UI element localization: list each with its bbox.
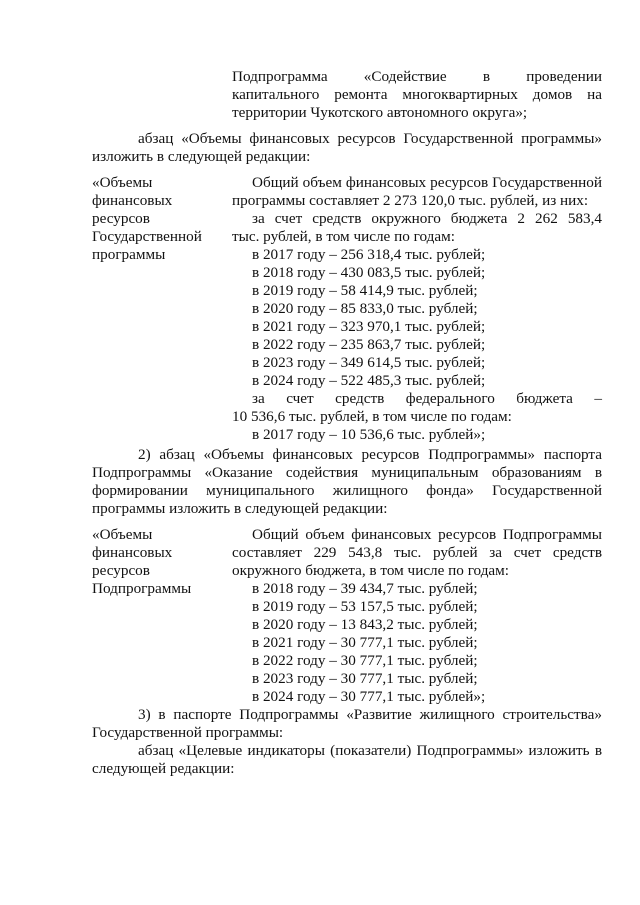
content-line: за счет средств окружного бюджета 2 262 583,4 [252, 210, 602, 227]
subprogram-intro [232, 68, 602, 122]
label-line: программы [92, 246, 166, 263]
content-line: в 2018 году – 430 083,5 тыс. рублей; [252, 264, 486, 281]
paragraph-3 [92, 706, 602, 778]
content-line: 10 536,6 тыс. рублей, в том числе по годам: [232, 408, 512, 425]
paragraph-3-line-4: следующей редакции: [92, 760, 235, 777]
content-line: Общий объем финансовых ресурсов Подпрограммы [252, 526, 602, 543]
content-line: Общий объем финансовых ресурсов Государственной [252, 174, 602, 191]
label-line: финансовых [92, 544, 173, 561]
paragraph-2-line-2: Подпрограммы «Оказание содействия муниципальным образованиям в [92, 464, 602, 481]
content-line: в 2020 году – 85 833,0 тыс. рублей; [252, 300, 478, 317]
paragraph-2-line-1: 2) абзац «Объемы финансовых ресурсов Подпрограммы» паспорта [138, 446, 602, 463]
label-line: Государственной [92, 228, 202, 245]
paragraph-3-line-2: Государственной программы: [92, 724, 284, 741]
intro-line-1: Подпрограмма «Содействие в проведении [232, 68, 602, 85]
content-line: в 2020 году – 13 843,2 тыс. рублей; [252, 616, 478, 633]
content-line: программы составляет 2 273 120,0 тыс. рублей, из них: [232, 192, 589, 209]
paragraph-3-line-1: 3) в паспорте Подпрограммы «Развитие жилищного строительства» [138, 706, 602, 723]
paragraph-2 [92, 446, 602, 518]
label-line: ресурсов [92, 210, 150, 227]
label-line: «Объемы [92, 174, 153, 191]
content-line: в 2024 году – 30 777,1 тыс. рублей»; [252, 688, 486, 705]
content-line: в 2021 году – 323 970,1 тыс. рублей; [252, 318, 486, 335]
content-line: в 2017 году – 10 536,6 тыс. рублей»; [252, 426, 486, 443]
paragraph-1 [92, 130, 602, 166]
content-line: в 2022 году – 30 777,1 тыс. рублей; [252, 652, 478, 669]
paragraph-1-line-2: изложить в следующей редакции: [92, 148, 311, 165]
label-line: Подпрограммы [92, 580, 192, 597]
content-line: тыс. рублей, в том числе по годам: [232, 228, 455, 245]
paragraph-3-line-3: абзац «Целевые индикаторы (показатели) Подпрограммы» изложить в [138, 742, 602, 759]
content-line: составляет 229 543,8 тыс. рублей за счет средств [232, 544, 602, 561]
funding-table-subprogram-label [92, 526, 222, 598]
label-line: финансовых [92, 192, 173, 209]
content-line: в 2023 году – 30 777,1 тыс. рублей; [252, 670, 478, 687]
content-line: в 2022 году – 235 863,7 тыс. рублей; [252, 336, 486, 353]
content-line: окружного бюджета, в том числе по годам: [232, 562, 509, 579]
label-line: ресурсов [92, 562, 150, 579]
content-line: в 2018 году – 39 434,7 тыс. рублей; [252, 580, 478, 597]
content-line: в 2021 году – 30 777,1 тыс. рублей; [252, 634, 478, 651]
label-line: «Объемы [92, 526, 153, 543]
content-line: за счет средств федерального бюджета – [252, 390, 602, 407]
content-line: в 2017 году – 256 318,4 тыс. рублей; [252, 246, 486, 263]
content-line: в 2019 году – 53 157,5 тыс. рублей; [252, 598, 478, 615]
intro-line-3: территории Чукотского автономного округа»; [232, 104, 528, 121]
paragraph-2-line-4: программы изложить в следующей редакции: [92, 500, 388, 517]
intro-line-2: капитального ремонта многоквартирных домов на [232, 86, 602, 103]
funding-table-subprogram-content [232, 526, 602, 706]
content-line: в 2023 году – 349 614,5 тыс. рублей; [252, 354, 486, 371]
paragraph-2-line-3: формировании муниципального жилищного фонда» Государственной [92, 482, 602, 499]
funding-table-program-content [232, 174, 602, 444]
paragraph-1-line-1: абзац «Объемы финансовых ресурсов Государственной программы» [138, 130, 602, 147]
content-line: в 2024 году – 522 485,3 тыс. рублей; [252, 372, 486, 389]
funding-table-program-label [92, 174, 222, 264]
content-line: в 2019 году – 58 414,9 тыс. рублей; [252, 282, 478, 299]
